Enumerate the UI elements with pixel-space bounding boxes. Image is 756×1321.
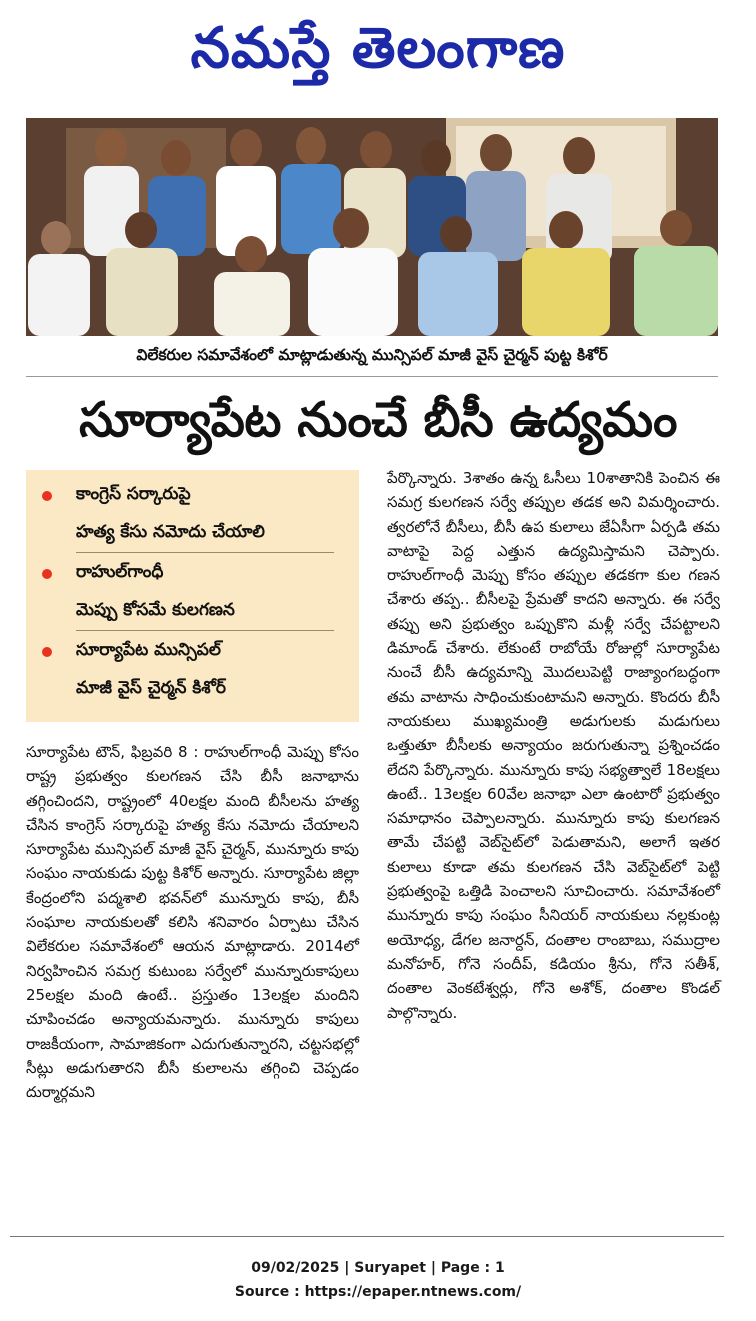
photo-caption: విలేకరుల సమావేశంలో మాట్లాడుతున్న మున్సిపల్ మాజీ వైస్ చైర్మన్ పుట్ట కిశోర్: [136, 346, 608, 364]
article-text: పేర్కొన్నారు. 3శాతం ఉన్న ఓసీలు 10శాతానికి పెంచిన ఈ సమగ్ర కులగణన సర్వే తప్పుల తడక అని విమర్శించారు. త్వరలోనే బీసీలు, బీసీ ఉప కులాలు జేఏసీగా ఏర్పడి తమ వాటాపై పెద్ద ఎత్తున ఉద్యమిస్తామని చెప్పారు. రాహుల్‌గాంధీ మెప్పు కోసం తప్పుల తడకగా కుల గణన చేశారు తప్ప.. బీసీలపై ప్రేమతో కాదని అన్నారు. ఈ సర్వే తప్పు అని ప్రభుత్వం ఒప్పుకొని మళ్లీ సర్వే చేపట్టాలని డిమాండ్ చేశారు. లేకుంటే రాబోయే రోజుల్లో సూర్యాపేట నుంచే బీసీ ఉద్యమాన్ని మొదలుపెట్టి రాజ్యాంగబద్ధంగా తమ వాటాను సాధించుకుంటామని అన్నారు. కొందరు బీసీ నాయకులు ముఖ్యమంత్రి అడుగులకు మడుగులు ఒత్తుతూ బీసీలకు అన్యాయం జరుగుతున్నా ప్రశ్నించడం లేదని పేర్కొన్నారు. మున్నూరు కాపు సభ్యత్వాలే 18లక్షలు ఉంటే.. 13లక్షల 60వేల జనాభా ఎలా ఉంటారో ప్రభుత్వం సమాధానం చెప్పాలన్నారు. మున్నూరు కాపు కులగణన తామే చేపట్టి వెబ్‌సైట్‌లో పెడుతామని, అలాగే ఇతర కులాలు కూడా తమ కులగణన చేసి వెబ్‌సైట్‌లో పెట్టి ప్రభుత్వంపై ఒత్తిడి పెంచాలని సూచించారు. సమావేశంలో మున్నూరు కాపు సంఘం సీనియర్ నాయకులు నల్లకుంట్ల అయోధ్య, డేగల జనార్దన్, దంతాల రాంబాబు, సముద్రాల మనోహర్, గోనె సందీప్, కడియం శ్రీను, గోనె సతీశ్, దంతాల వెంకటేశ్వర్లు, గోనె అశోక్, దంతాల కొండల్ పాల్గొన్నారు.: [387, 469, 720, 1022]
bullet-icon: [42, 491, 52, 501]
footer-source-link[interactable]: Source : https://epaper.ntnews.com/: [234, 1284, 522, 1300]
divider: [76, 630, 334, 631]
masthead: [0, 0, 756, 110]
divider: [10, 1236, 724, 1237]
highlights-box: [26, 470, 359, 722]
highlight-line: సూర్యాపేట మున్సిపల్: [76, 640, 221, 660]
newspaper-logo: నమస్తే తెలంగాణ: [190, 15, 566, 81]
highlight-line: కాంగ్రెస్ సర్కారుపై: [76, 484, 191, 504]
highlight-line: రాహుల్‌గాంధీ: [76, 562, 164, 582]
divider: [76, 552, 334, 553]
news-photo: [26, 118, 718, 336]
article-column-right: [387, 466, 720, 1025]
headline: సూర్యాపేట నుంచే బీసీ ఉద్యమం: [79, 392, 677, 448]
footer-date-line: 09/02/2025 | Suryapet | Page : 1: [251, 1260, 505, 1276]
article-column-left: [26, 740, 359, 1104]
highlight-line: మెప్పు కోసమే కులగణన: [76, 600, 235, 620]
bullet-icon: [42, 647, 52, 657]
highlight-line: హత్య కేసు నమోదు చేయాలి: [76, 522, 265, 542]
article-text: సూర్యాపేట టౌన్, ఫిబ్రవరి 8 : రాహుల్‌గాంధీ మెప్పు కోసం రాష్ట్ర ప్రభుత్వం కులగణన చేసి బీసీ జనాభాను తగ్గించిందని, రాష్ట్రంలో 40లక్షల మంది బీసీలను హత్య చేసిన కాంగ్రెస్ సర్కారుపై హత్య కేసు నమోదు చేయాలని సూర్యాపేట మున్సిపల్ మాజీ వైస్ చైర్మన్, మున్నూరు కాపు సంఘం నాయకుడు పుట్ట కిశోర్ అన్నారు. సూర్యాపేట జిల్లా కేంద్రంలోని పద్మశాలి భవన్‌లో మున్నూరు కాపు, బీసీ సంఘాల నాయకులతో కలిసి శనివారం ఏర్పాటు చేసిన విలేకరుల సమావేశంలో ఆయన మాట్లాడారు. 2014లో నిర్వహించిన సమగ్ర కుటుంబ సర్వేలో మున్నూరుకాపులు 25లక్షల మంది ఉంటే.. ప్రస్తుతం 13లక్షల మందిని చూపించడం అన్యాయమన్నారు. మున్నూరు కాపులు రాజకీయంగా, సామాజికంగా ఎదుగుతున్నారని, చట్టసభల్లో సీట్లు అడుగుతారని బీసీ కులాలను తగ్గించి చెప్పడం దుర్మార్గమని: [26, 743, 359, 1102]
divider: [26, 376, 718, 377]
highlight-line: మాజీ వైస్ చైర్మన్ కిశోర్: [76, 678, 226, 698]
group-photo-icon: [26, 118, 718, 336]
bullet-icon: [42, 569, 52, 579]
